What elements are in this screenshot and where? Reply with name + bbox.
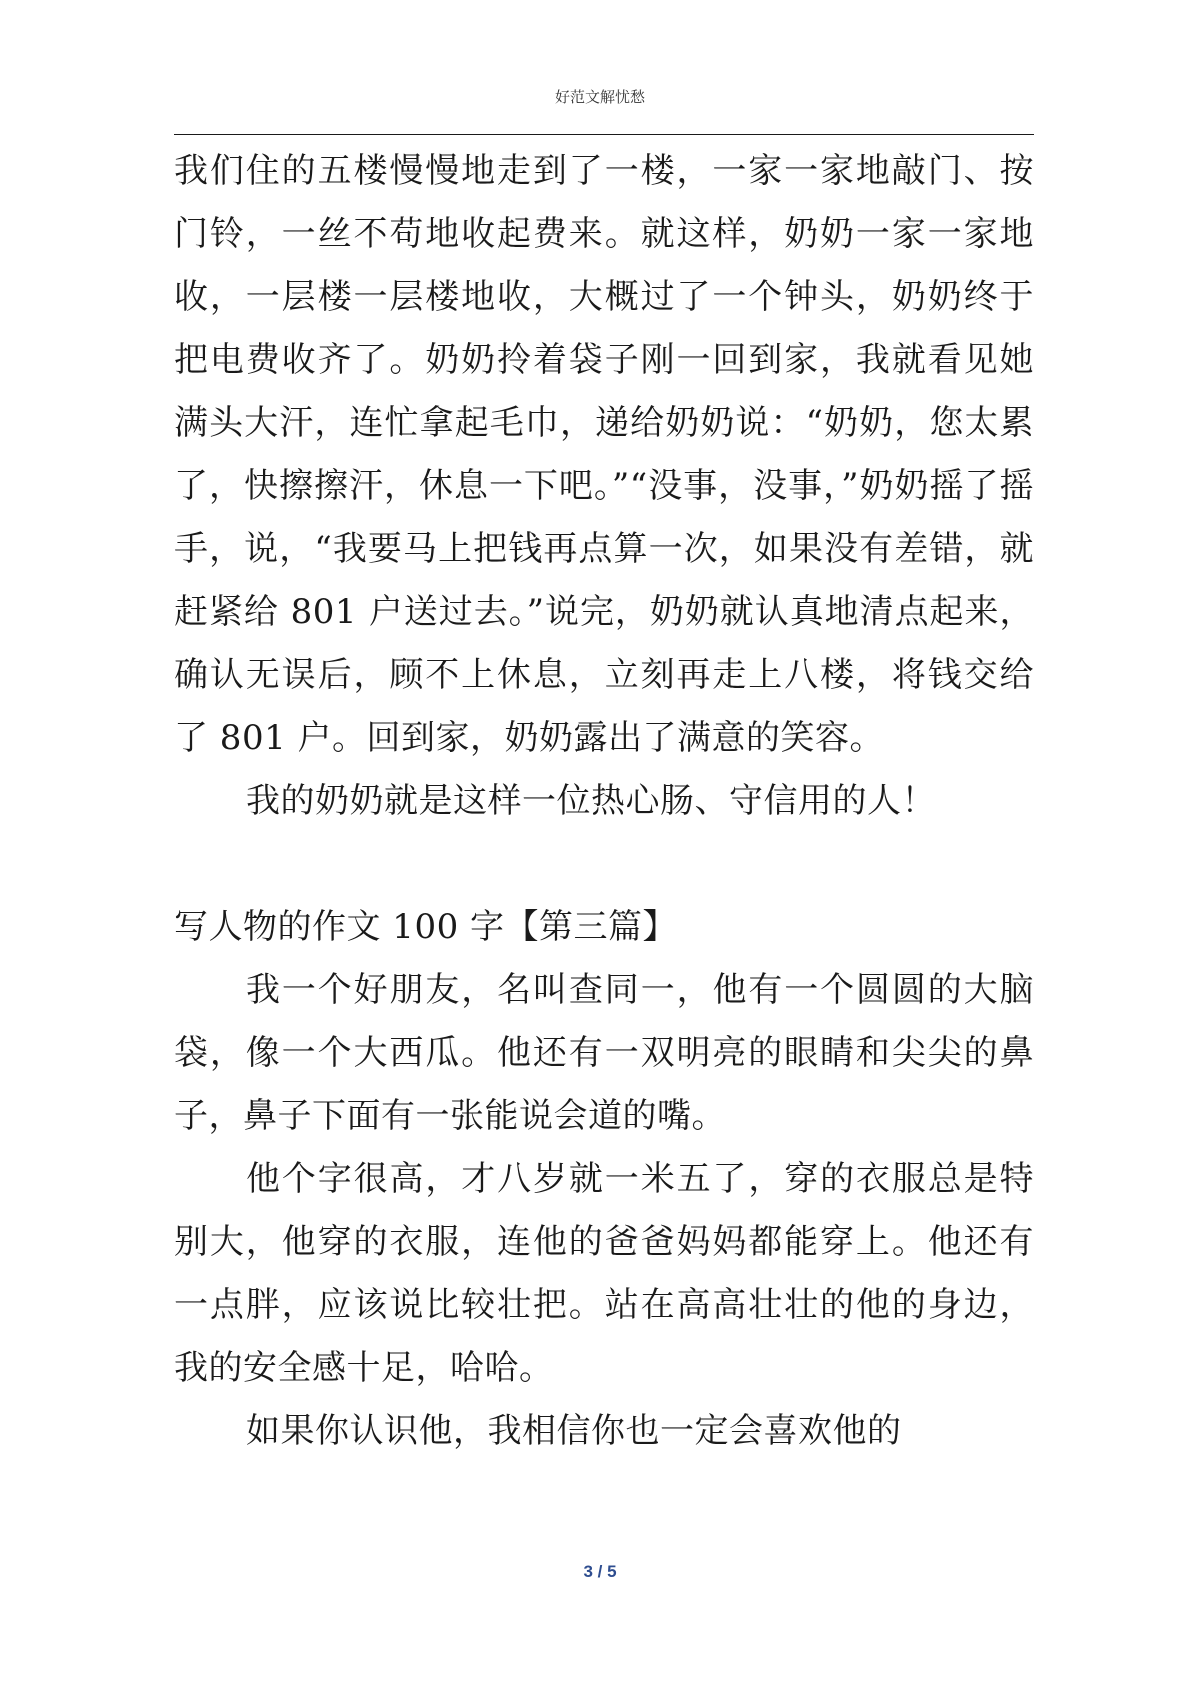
paragraph-friend-height: 他个字很高，才八岁就一米五了，穿的衣服总是特别大，他穿的衣服，连他的爸爸妈妈都能穿上。他还有一点胖，应该说比较壮把。站在高高壮壮的他的身边，我的安全感十足，哈哈。 (174, 1159, 1034, 1388)
page-header: 好范文解忧愁 (554, 88, 645, 106)
paragraph-grandma-collects-fees: 我们住的五楼慢慢地走到了一楼，一家一家地敲门、按门铃，一丝不苟地收起费来。就这样，奶奶一家一家地收，一层楼一层楼地收，大概过了一个钟头，奶奶终于把电费收齐了。奶奶拎着袋子刚一回到家，我就看见她满头大汗，连忙拿起毛巾，递给奶奶说：“奶奶，您太累了，快擦擦汗，休息一下吧。”“没事，没事，”奶奶摇了摇手，说，“我要马上把钱再点算一次，如果没有差错，就赶紧给 801 户送过去。”说完，奶奶就认真地清点起来，确认无误后，顾不上休息，立刻再走上八楼，将钱交给了 801 户。回到家，奶奶露出了满意的笑容。 (174, 151, 1034, 758)
page-number: 3 / 5 (583, 1562, 617, 1581)
document-body (174, 140, 1034, 1463)
header-divider (174, 134, 1034, 135)
blank-line (174, 833, 1034, 896)
paragraph-closing: 如果你认识他，我相信你也一定会喜欢他的 (246, 1411, 902, 1451)
paragraph-friend-intro: 我一个好朋友，名叫查同一，他有一个圆圆的大脑袋，像一个大西瓜。他还有一双明亮的眼睛和尖尖的鼻子，鼻子下面有一张能说会道的嘴。 (174, 970, 1034, 1136)
paragraph-grandma-conclusion: 我的奶奶就是这样一位热心肠、守信用的人！ (246, 781, 936, 821)
section-heading: 写人物的作文 100 字【第三篇】 (174, 907, 678, 947)
